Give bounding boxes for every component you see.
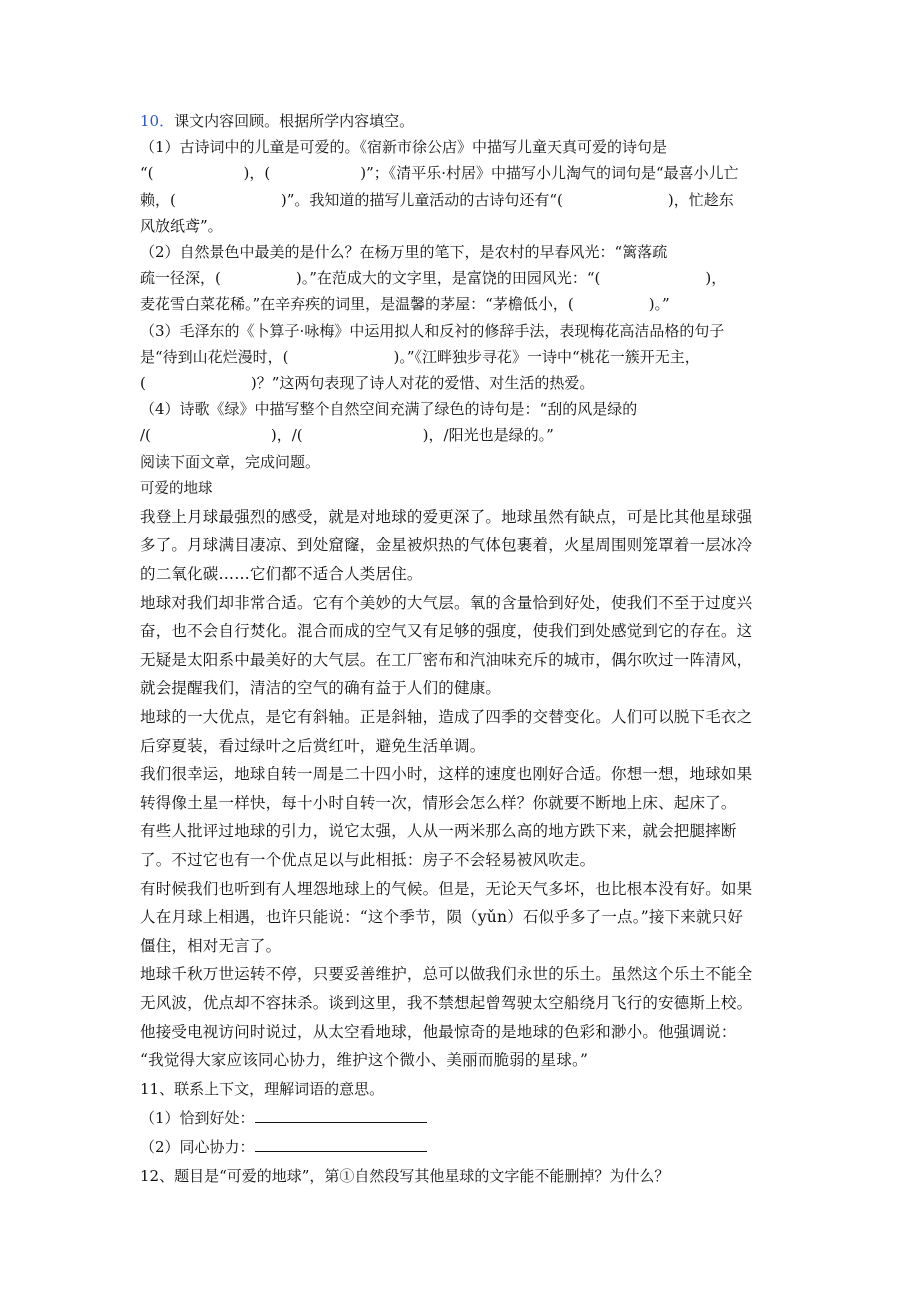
- worksheet-page: [140, 108, 790, 1191]
- q10-line: （4）诗歌《绿》中描写整个自然空间充满了绿色的诗句是：“刮的风是绿的: [140, 400, 638, 419]
- passage-line: 地球的一大优点，是它有斜轴。正是斜轴，造成了四季的交替变化。人们可以脱下毛衣之: [140, 708, 753, 726]
- passage-line: 转得像土星一样快，每十小时自转一次，情形会怎么样？你就要不断地上床、起床了。: [140, 793, 737, 812]
- passage-line: 地球千秋万世运转不停，只要妥善维护，总可以做我们永世的乐土。虽然这个乐土不能全: [140, 965, 753, 984]
- q10-line: 疏一径深，( )。”在范成大的文字里，是富饶的田园风光：“( )，: [140, 269, 727, 288]
- q11-title: 11、联系上下文，理解词语的意思。: [140, 1079, 385, 1098]
- q10-line: 赖，( )”。我知道的描写儿童活动的古诗句还有“( )，忙趁东: [140, 190, 734, 209]
- passage-line: 有时候我们也听到有人埋怨地球上的气候。但是，无论天气多坏，也比根本没有好。如果: [140, 879, 753, 898]
- answer-line[interactable]: [255, 1108, 427, 1123]
- q10-line: 麦花雪白菜花稀。”在辛弃疾的词里，是温馨的茅屋：“茅檐低小，( )。”: [140, 295, 670, 314]
- passage-line: 我登上月球最强烈的感受，就是对地球的爱更深了。地球虽然有缺点，可是比其他星球强: [140, 507, 753, 526]
- passage-line: 后穿夏装，看过绿叶之后赏红叶，避免生活单调。: [140, 736, 486, 755]
- q10-line: /( )，/( )，/阳光也是绿的。”: [140, 426, 554, 445]
- q10-title: 课文内容回顾。根据所学内容填空。: [174, 112, 415, 130]
- passage-line: 多了。月球满目凄凉、到处窟窿，金星被炽热的气体包裹着，火星周围则笼罩着一层冰冷: [140, 536, 753, 555]
- q10-line: 是“待到山花烂漫时，( )。”《江畔独步寻花》一诗中“桃花一簇开无主，: [140, 347, 700, 366]
- q10-line: 风放纸鸢”。: [140, 216, 223, 235]
- q10-line: “( )，( )”；《清平乐·村居》中描写小儿淘气的词句是“最喜小儿亡: [140, 164, 739, 183]
- passage-line: 有些人批评过地球的引力，说它太强，人从一两米那么高的地方跌下来，就会把腿摔断: [140, 822, 737, 841]
- q10-line: ( )？”这两句表现了诗人对花的爱惜、对生活的热爱。: [140, 374, 595, 393]
- q11-item: [140, 1133, 790, 1162]
- q10-line: （2）自然景色中最美的是什么？在杨万里的笔下，是农村的早春风光：“篱落疏: [140, 243, 668, 262]
- answer-line[interactable]: [255, 1137, 427, 1152]
- q10-number: 10．: [140, 112, 175, 130]
- passage-line: 了。不过它也有一个优点足以与此相抵：房子不会轻易被风吹走。: [140, 850, 596, 869]
- passage-line: 的二氧化碳……它们都不适合人类居住。: [140, 565, 423, 584]
- q11-item-label: （2）同心协力：: [140, 1137, 255, 1156]
- passage-line: 奋，也不会自行焚化。混合而成的空气又有足够的强度，使我们到处感觉到它的存在。这: [140, 622, 753, 641]
- passage-title: 可爱的地球: [140, 480, 213, 497]
- passage-line: 地球对我们却非常合适。它有个美妙的大气层。氧的含量恰到好处，使我们不至于过度兴: [140, 593, 753, 612]
- passage-line: 他接受电视访问时说过，从太空看地球，他最惊奇的是地球的色彩和渺小。他强调说：: [140, 1022, 737, 1041]
- passage-line: 我们很幸运，地球自转一周是二十四小时，这样的速度也刚好合适。你想一想，地球如果: [140, 765, 753, 784]
- passage-line: 无风波，优点却不容抹杀。谈到这里，我不禁想起曾驾驶太空船绕月飞行的安德斯上校。: [140, 993, 753, 1012]
- q10-line: （3）毛泽东的《卜算子·咏梅》中运用拟人和反衬的修辞手法，表现梅花高洁品格的句子: [140, 321, 725, 340]
- passage-line: 就会提醒我们，清洁的空气的确有益于人们的健康。: [140, 679, 502, 698]
- passage-line: 僵住，相对无言了。: [140, 936, 282, 955]
- q10-heading: [140, 108, 790, 134]
- passage-body: [140, 503, 790, 1075]
- passage-line: 无疑是太阳系中最美好的大气层。在工厂密布和汽油味充斥的城市，偶尔吹过一阵清风，: [140, 650, 753, 669]
- reading-instruction: 阅读下面文章，完成问题。: [140, 452, 321, 471]
- q10-line: （1）古诗词中的儿童是可爱的。《宿新市徐公店》中描写儿童天真可爱的诗句是: [140, 138, 668, 157]
- passage-line: 人在月球上相遇，也许只能说：“这个季节，陨（yǔn）石似乎多了一点。”接下来就只好: [140, 908, 744, 927]
- q11-item: [140, 1104, 790, 1133]
- q12-title: 12、题目是“可爱的地球”，第①自然段写其他星球的文字能不能删掉？为什么？: [140, 1166, 670, 1185]
- q11-item-label: （1）恰到好处：: [140, 1108, 255, 1127]
- passage-line: “我觉得大家应该同心协力，维护这个微小、美丽而脆弱的星球。”: [140, 1051, 589, 1070]
